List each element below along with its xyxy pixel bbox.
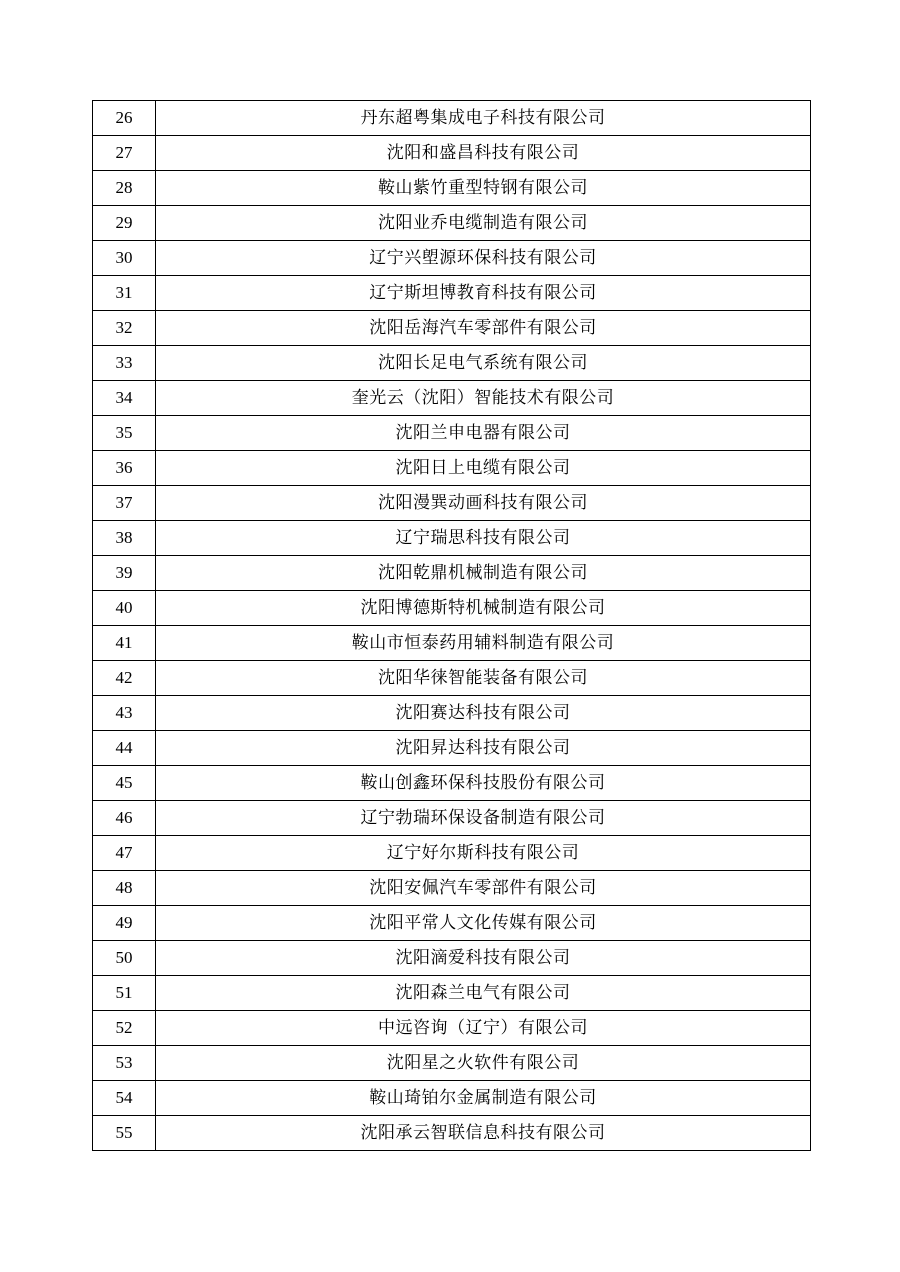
table-row (93, 521, 811, 556)
company-name-cell: 鞍山琦铂尔金属制造有限公司 (156, 1081, 811, 1116)
company-name-cell: 沈阳华徕智能装备有限公司 (156, 661, 811, 696)
table-row (93, 836, 811, 871)
row-index-cell: 51 (93, 976, 156, 1011)
company-name-cell: 沈阳平常人文化传媒有限公司 (156, 906, 811, 941)
company-name-cell: 沈阳长足电气系统有限公司 (156, 346, 811, 381)
table-row (93, 1116, 811, 1151)
row-index-cell: 53 (93, 1046, 156, 1081)
row-index-cell: 32 (93, 311, 156, 346)
company-name-cell: 沈阳承云智联信息科技有限公司 (156, 1116, 811, 1151)
table-row (93, 1011, 811, 1046)
table-row (93, 591, 811, 626)
company-name-cell: 鞍山市恒泰药用辅料制造有限公司 (156, 626, 811, 661)
company-name-cell: 沈阳星之火软件有限公司 (156, 1046, 811, 1081)
row-index-cell: 26 (93, 101, 156, 136)
table-row (93, 731, 811, 766)
table-row (93, 871, 811, 906)
company-name-cell: 沈阳昇达科技有限公司 (156, 731, 811, 766)
company-name-cell: 沈阳乾鼎机械制造有限公司 (156, 556, 811, 591)
row-index-cell: 48 (93, 871, 156, 906)
company-name-cell: 沈阳业乔电缆制造有限公司 (156, 206, 811, 241)
row-index-cell: 45 (93, 766, 156, 801)
row-index-cell: 54 (93, 1081, 156, 1116)
row-index-cell: 47 (93, 836, 156, 871)
row-index-cell: 52 (93, 1011, 156, 1046)
company-name-cell: 鞍山紫竹重型特钢有限公司 (156, 171, 811, 206)
table-row (93, 906, 811, 941)
row-index-cell: 43 (93, 696, 156, 731)
table-row (93, 241, 811, 276)
company-name-cell: 沈阳赛达科技有限公司 (156, 696, 811, 731)
row-index-cell: 49 (93, 906, 156, 941)
table-row (93, 661, 811, 696)
table-row (93, 766, 811, 801)
table-row (93, 416, 811, 451)
table-row (93, 381, 811, 416)
company-name-cell: 沈阳博德斯特机械制造有限公司 (156, 591, 811, 626)
table-row (93, 976, 811, 1011)
company-name-cell: 沈阳日上电缆有限公司 (156, 451, 811, 486)
table-row (93, 311, 811, 346)
table-row (93, 101, 811, 136)
row-index-cell: 33 (93, 346, 156, 381)
company-name-cell: 沈阳漫巽动画科技有限公司 (156, 486, 811, 521)
table-row (93, 941, 811, 976)
table-row (93, 1081, 811, 1116)
company-name-cell: 沈阳滴爱科技有限公司 (156, 941, 811, 976)
company-name-cell: 辽宁勃瑞环保设备制造有限公司 (156, 801, 811, 836)
table-row (93, 136, 811, 171)
row-index-cell: 55 (93, 1116, 156, 1151)
row-index-cell: 46 (93, 801, 156, 836)
company-name-cell: 沈阳安佩汽车零部件有限公司 (156, 871, 811, 906)
company-list-table (92, 100, 811, 1151)
company-name-cell: 沈阳兰申电器有限公司 (156, 416, 811, 451)
row-index-cell: 28 (93, 171, 156, 206)
company-name-cell: 辽宁好尔斯科技有限公司 (156, 836, 811, 871)
row-index-cell: 40 (93, 591, 156, 626)
row-index-cell: 34 (93, 381, 156, 416)
table-row (93, 556, 811, 591)
company-name-cell: 辽宁瑞思科技有限公司 (156, 521, 811, 556)
table-row (93, 801, 811, 836)
company-name-cell: 沈阳和盛昌科技有限公司 (156, 136, 811, 171)
table-row (93, 206, 811, 241)
company-name-cell: 沈阳岳海汽车零部件有限公司 (156, 311, 811, 346)
row-index-cell: 39 (93, 556, 156, 591)
table-row (93, 346, 811, 381)
company-name-cell: 辽宁斯坦博教育科技有限公司 (156, 276, 811, 311)
row-index-cell: 36 (93, 451, 156, 486)
company-name-cell: 沈阳森兰电气有限公司 (156, 976, 811, 1011)
table-row (93, 171, 811, 206)
row-index-cell: 41 (93, 626, 156, 661)
table-row (93, 276, 811, 311)
row-index-cell: 31 (93, 276, 156, 311)
row-index-cell: 42 (93, 661, 156, 696)
row-index-cell: 29 (93, 206, 156, 241)
row-index-cell: 37 (93, 486, 156, 521)
table-row (93, 451, 811, 486)
table-row (93, 486, 811, 521)
row-index-cell: 35 (93, 416, 156, 451)
table-row (93, 626, 811, 661)
row-index-cell: 44 (93, 731, 156, 766)
row-index-cell: 50 (93, 941, 156, 976)
company-name-cell: 鞍山创鑫环保科技股份有限公司 (156, 766, 811, 801)
company-name-cell: 辽宁兴塱源环保科技有限公司 (156, 241, 811, 276)
table-body (93, 101, 811, 1151)
row-index-cell: 27 (93, 136, 156, 171)
row-index-cell: 30 (93, 241, 156, 276)
company-name-cell: 丹东超粤集成电子科技有限公司 (156, 101, 811, 136)
company-name-cell: 中远咨询（辽宁）有限公司 (156, 1011, 811, 1046)
table-row (93, 1046, 811, 1081)
company-name-cell: 奎光云（沈阳）智能技术有限公司 (156, 381, 811, 416)
row-index-cell: 38 (93, 521, 156, 556)
table-row (93, 696, 811, 731)
